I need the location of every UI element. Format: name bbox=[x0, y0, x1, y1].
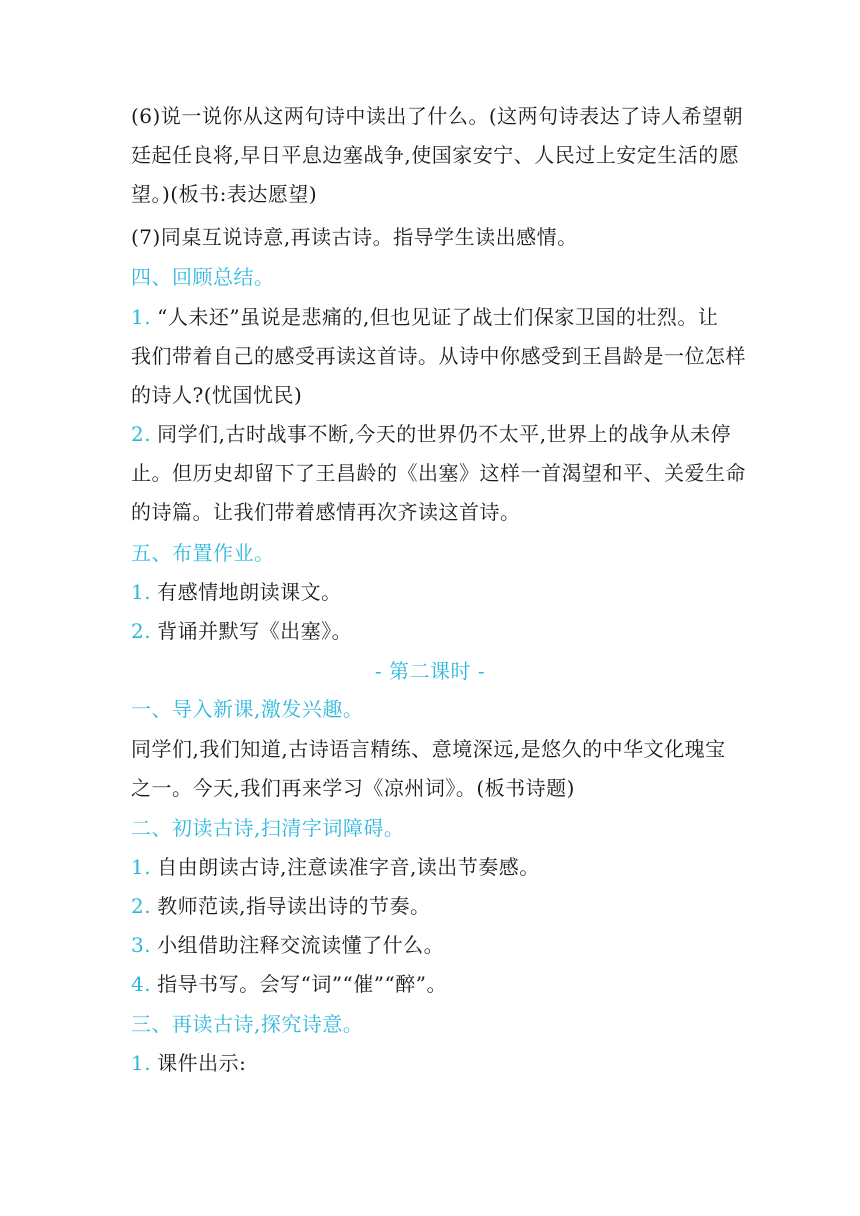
list-item bbox=[131, 893, 731, 919]
paragraph-line: 同学们,我们知道,古诗语言精练、意境深远,是悠久的中华文化瑰宝 bbox=[131, 737, 726, 761]
list-number: 3. bbox=[131, 933, 152, 957]
section-heading: 二、初读古诗,扫清字词障碍。 bbox=[131, 816, 405, 840]
list-number: 1. bbox=[131, 305, 152, 329]
list-item bbox=[131, 579, 731, 605]
paragraph-line: (6)说一说你从这两句诗中读出了什么。(这两句诗表达了诗人希望朝 bbox=[131, 104, 744, 128]
list-item bbox=[131, 971, 731, 997]
list-text: 指导书写。会写“词”“催”“醉”。 bbox=[157, 972, 447, 996]
list-text: 同学们,古时战事不断,今天的世界仍不太平,世界上的战争从未停 bbox=[157, 422, 732, 446]
list-item bbox=[131, 1050, 731, 1076]
list-text: 有感情地朗读课文。 bbox=[157, 580, 342, 604]
lesson-divider: - 第二课时 - bbox=[374, 659, 486, 683]
list-text: 教师范读,指导读出诗的节奏。 bbox=[157, 894, 431, 918]
list-text: “人未还”虽说是悲痛的,但也见证了战士们保家卫国的壮烈。让 bbox=[157, 305, 719, 329]
list-text: 自由朗读古诗,注意读准字音,读出节奏感。 bbox=[157, 855, 540, 879]
list-item bbox=[131, 304, 731, 330]
paragraph-line: 我们带着自己的感受再读这首诗。从诗中你感受到王昌龄是一位怎样 bbox=[131, 344, 746, 368]
paragraph-line: 廷起任良将,早日平息边塞战争,使国家安宁、人民过上安定生活的愿 bbox=[131, 143, 740, 167]
list-item bbox=[131, 618, 731, 644]
section-heading: 三、再读古诗,探究诗意。 bbox=[131, 1012, 364, 1036]
list-number: 2. bbox=[131, 619, 152, 643]
list-number: 4. bbox=[131, 972, 152, 996]
paragraph-line: (7)同桌互说诗意,再读古诗。指导学生读出感情。 bbox=[131, 225, 578, 249]
list-number: 1. bbox=[131, 580, 152, 604]
list-number: 2. bbox=[131, 894, 152, 918]
list-text: 小组借助注释交流读懂了什么。 bbox=[157, 933, 445, 957]
paragraph-line: 止。但历史却留下了王昌龄的《出塞》这样一首渴望和平、关爱生命 bbox=[131, 461, 746, 485]
section-heading: 四、回顾总结。 bbox=[131, 265, 275, 289]
list-item bbox=[131, 932, 731, 958]
list-number: 2. bbox=[131, 422, 152, 446]
paragraph-line: 的诗篇。让我们带着感情再次齐读这首诗。 bbox=[131, 500, 521, 524]
list-text: 课件出示: bbox=[157, 1051, 247, 1075]
paragraph-line: 的诗人?(忧国忧民) bbox=[131, 383, 303, 407]
paragraph-line: 之一。今天,我们再来学习《凉州词》。(板书诗题) bbox=[131, 776, 575, 800]
list-item bbox=[131, 421, 731, 447]
section-heading: 五、布置作业。 bbox=[131, 541, 275, 565]
list-number: 1. bbox=[131, 855, 152, 879]
paragraph-line: 望。)(板书:表达愿望) bbox=[131, 182, 318, 206]
section-heading: 一、导入新课,激发兴趣。 bbox=[131, 697, 364, 721]
list-text: 背诵并默写《出塞》。 bbox=[157, 619, 353, 643]
list-number: 1. bbox=[131, 1051, 152, 1075]
list-item bbox=[131, 854, 731, 880]
